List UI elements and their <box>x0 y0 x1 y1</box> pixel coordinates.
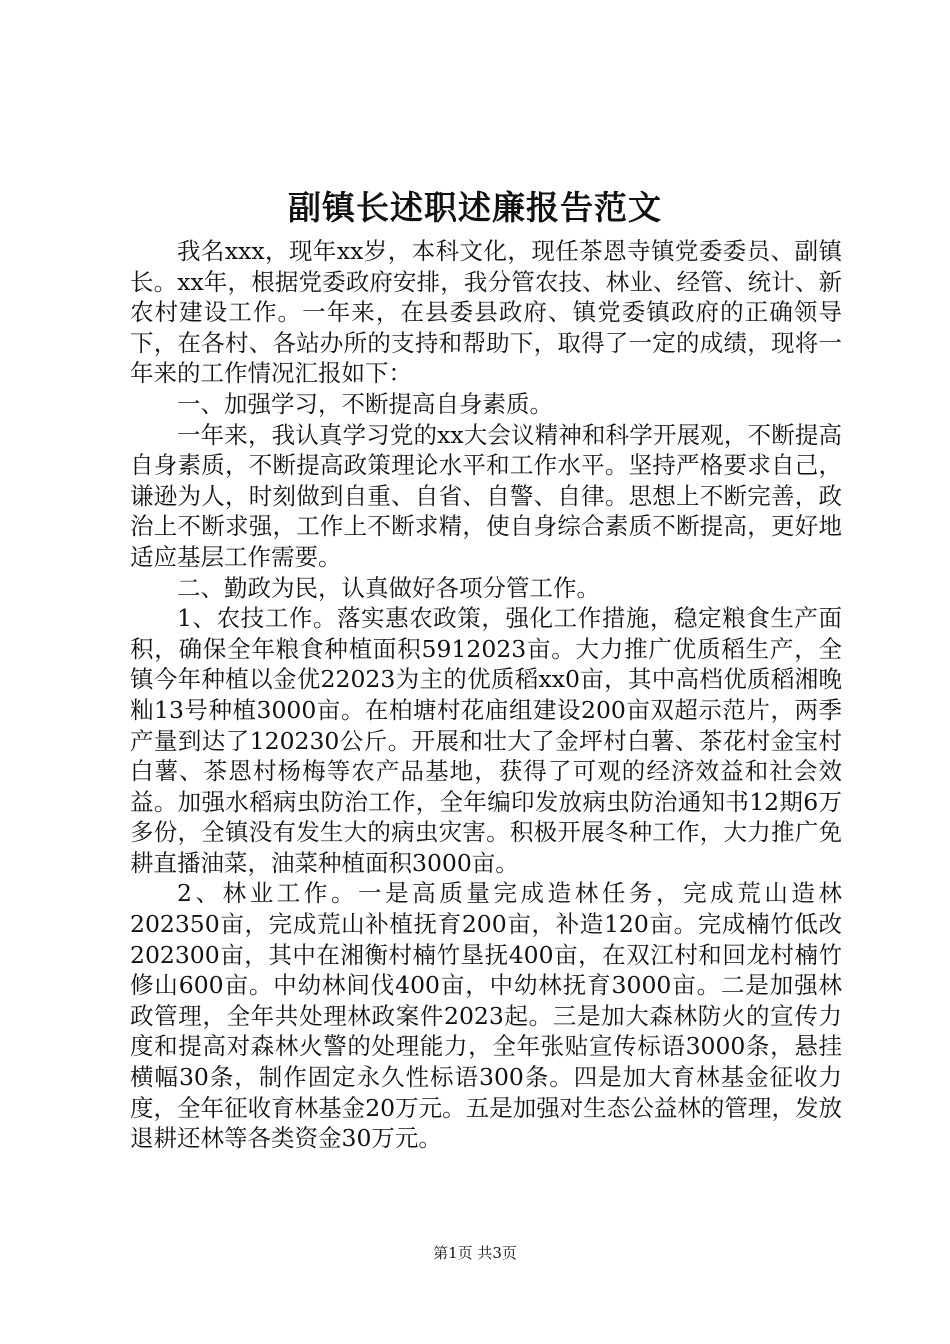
document-body <box>130 236 842 1154</box>
page-number-footer: 第1页 共3页 <box>433 1244 517 1262</box>
document-title: 副镇长述职述廉报告范文 <box>288 188 662 227</box>
heading-section-1: 一、加强学习，不断提高自身素质。 <box>177 389 553 418</box>
heading-section-2: 二、勤政为民，认真做好各项分管工作。 <box>177 573 600 602</box>
paragraph-intro: 我名xxx，现年xx岁，本科文化，现任茶恩寺镇党委委员、副镇长。xx年，根据党委政府安排，我分管农技、林业、经管、统计、新农村建设工作。一年来，在县委县政府、镇党委镇政府的正确领导下，在各村、各站办所的支持和帮助下，取得了一定的成绩，现将一年来的工作情况汇报如下： <box>130 237 842 388</box>
paragraph-forestry: 2、林业工作。一是高质量完成造林任务，完成荒山造林202350亩，完成荒山补植抚育200亩，补造120亩。完成楠竹低改202300亩，其中在湘衡村楠竹垦抚400亩，在双江村和回龙村楠竹修山600亩。中幼林间伐400亩，中幼林抚育3000亩。二是加强林政管理，全年共处理林政案件2023起。三是加大森林防火的宣传力度和提高对森林火警的处理能力，全年张贴宣传标语3000条，悬挂横幅30条，制作固定永久性标语300条。四是加大育林基金征收力度，全年征收育林基金20万元。五是加强对生态公益林的管理，发放退耕还林等各类资金30万元。 <box>130 879 842 1153</box>
paragraph-study: 一年来，我认真学习党的xx大会议精神和科学开展观，不断提高自身素质，不断提高政策理论水平和工作水平。坚持严格要求自己，谦逊为人，时刻做到自重、自省、自警、自律。思想上不断完善，政治上不断求强，工作上不断求精，使自身综合素质不断提高，更好地适应基层工作需要。 <box>130 420 842 571</box>
paragraph-agriculture: 1、农技工作。落实惠农政策，强化工作措施，稳定粮食生产面积，确保全年粮食种植面积5912023亩。大力推广优质稻生产，全镇今年种植以金优22023为主的优质稻xx0亩，其中高档优质稻湘晚籼13号种植3000亩。在柏塘村花庙组建设200亩双超示范片，两季产量到达了120230公斤。开展和壮大了金坪村白薯、茶花村金宝村白薯、茶恩村杨梅等农产品基地，获得了可观的经济效益和社会效益。加强水稻病虫防治工作，全年编印发放病虫防治通知书12期6万多份，全镇没有发生大的病虫灾害。积极开展冬种工作，大力推广免耕直播油菜，油菜种植面积3000亩。 <box>130 604 842 877</box>
